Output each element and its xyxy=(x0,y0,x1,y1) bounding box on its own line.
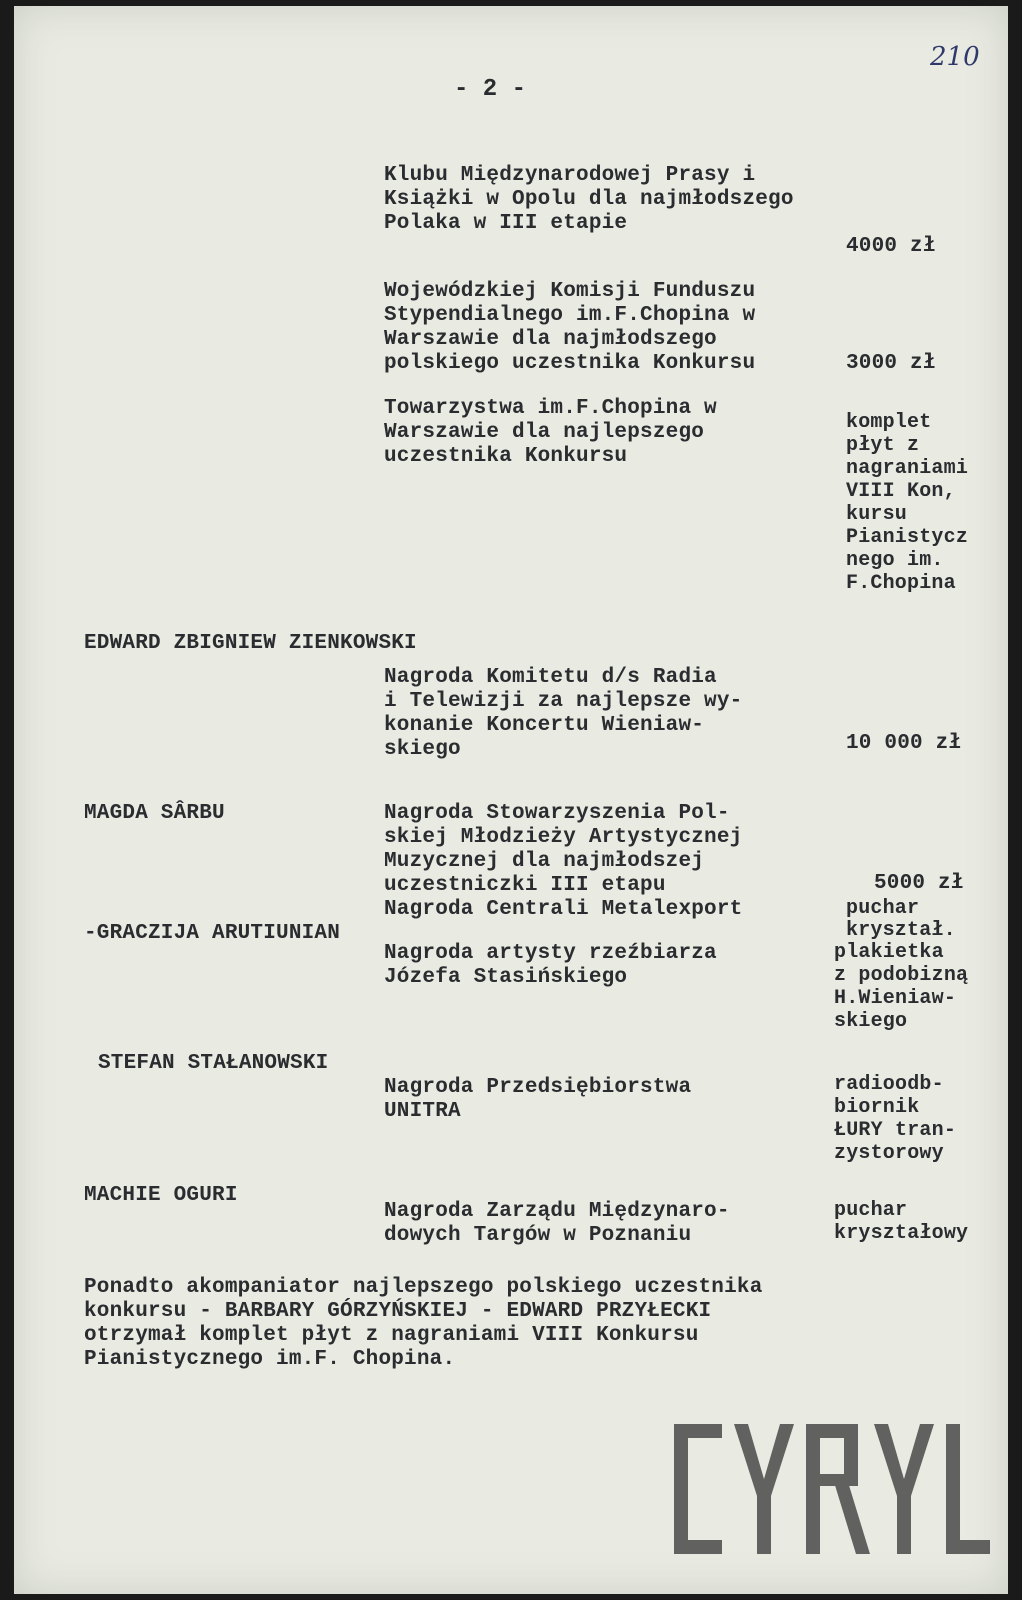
prize-7-desc-line-2: Józefa Stasińskiego xyxy=(384,966,628,989)
prize-5-desc-line-3: Muzycznej dla najmłodszej xyxy=(384,850,705,873)
prize-5-award: 5000 zł xyxy=(874,872,964,895)
laureate-name-oguri: MACHIE OGURI xyxy=(84,1184,238,1207)
handwritten-page-number: 210 xyxy=(930,42,980,72)
closing-line-2: konkursu - BARBARY GÓRZYŃSKIEJ - EDWARD PRZYŁECKI xyxy=(84,1300,712,1323)
prize-8-desc-line-1: Nagroda Przedsiębiorstwa xyxy=(384,1076,692,1099)
prize-4-desc-line-2: i Telewizji za najlepsze wy- xyxy=(384,690,743,713)
laureate-name-sarbu: MAGDA SÂRBU xyxy=(84,802,225,825)
prize-9-award-line-2: kryształowy xyxy=(834,1222,969,1245)
prize-8-award-line-2: biornik xyxy=(834,1096,920,1119)
prize-3-award-line-6: Pianistycz xyxy=(846,526,969,549)
prize-3-award-line-7: nego im. xyxy=(846,549,944,572)
prize-3-desc-line-1: Towarzystwa im.F.Chopina w xyxy=(384,397,717,420)
prize-9-desc-line-2: dowych Targów w Poznaniu xyxy=(384,1224,692,1247)
closing-line-1: Ponadto akompaniator najlepszego polskiego uczestnika xyxy=(84,1276,763,1299)
laureate-name-stalanowski: STEFAN STAŁANOWSKI xyxy=(98,1052,329,1075)
prize-7-award-line-1: plakietka xyxy=(834,941,944,964)
prize-3-award-line-2: płyt z xyxy=(846,434,920,457)
prize-4-desc-line-4: skiego xyxy=(384,738,461,761)
prize-6-award-line-2: kryształ. xyxy=(846,919,956,942)
prize-7-award-line-3: H.Wieniaw- xyxy=(834,987,957,1010)
prize-8-award-line-3: ŁURY tran- xyxy=(834,1119,957,1142)
closing-line-4: Pianistycznego im.F. Chopina. xyxy=(84,1348,456,1371)
prize-2-award: 3000 zł xyxy=(846,352,936,375)
prize-2-desc-line-3: Warszawie dla najmłodszego xyxy=(384,328,717,351)
prize-4-desc-line-3: konanie Koncertu Wieniaw- xyxy=(384,714,705,737)
prize-6-award-line-1: puchar xyxy=(846,897,920,920)
prize-7-award-line-2: z podobizną xyxy=(834,964,969,987)
prize-3-award-line-5: kursu xyxy=(846,503,908,526)
prize-5-desc-line-2: skiej Młodzieży Artystycznej xyxy=(384,826,743,849)
prize-2-desc-line-1: Wojewódzkiej Komisji Funduszu xyxy=(384,280,756,303)
prize-7-desc-line-1: Nagroda artysty rzeźbiarza xyxy=(384,942,717,965)
prize-2-desc-line-4: polskiego uczestnika Konkursu xyxy=(384,352,756,375)
prize-3-desc-line-3: uczestnika Konkursu xyxy=(384,445,628,468)
prize-2-desc-line-2: Stypendialnego im.F.Chopina w xyxy=(384,304,756,327)
prize-3-award-line-1: komplet xyxy=(846,411,932,434)
page-number: - 2 - xyxy=(454,76,527,103)
prize-1-desc-line-1: Klubu Międzynarodowej Prasy i xyxy=(384,164,756,187)
prize-3-award-line-3: nagraniami xyxy=(846,457,969,480)
laureate-name-zienkowski: EDWARD ZBIGNIEW ZIENKOWSKI xyxy=(84,632,417,655)
prize-1-desc-line-3: Polaka w III etapie xyxy=(384,212,628,235)
cyryl-watermark-logo xyxy=(674,1424,994,1574)
prize-9-desc-line-1: Nagroda Zarządu Międzynaro- xyxy=(384,1200,730,1223)
laureate-name-arutiunian: -GRACZIJA ARUTIUNIAN xyxy=(84,922,341,945)
prize-7-award-line-4: skiego xyxy=(834,1010,908,1033)
prize-4-award: 10 000 zł xyxy=(846,732,962,755)
prize-9-award-line-1: puchar xyxy=(834,1199,908,1222)
document-page xyxy=(14,6,1008,1594)
prize-3-award-line-4: VIII Kon, xyxy=(846,480,956,503)
closing-line-3: otrzymał komplet płyt z nagraniami VIII Konkursu xyxy=(84,1324,699,1347)
prize-5-desc-line-1: Nagroda Stowarzyszenia Pol- xyxy=(384,802,730,825)
prize-1-award: 4000 zł xyxy=(846,235,936,258)
prize-8-desc-line-2: UNITRA xyxy=(384,1100,461,1123)
prize-1-desc-line-2: Książki w Opolu dla najmłodszego xyxy=(384,188,794,211)
prize-8-award-line-4: zystorowy xyxy=(834,1142,944,1165)
prize-6-desc-line-1: Nagroda Centrali Metalexport xyxy=(384,898,743,921)
prize-3-desc-line-2: Warszawie dla najlepszego xyxy=(384,421,705,444)
prize-4-desc-line-1: Nagroda Komitetu d/s Radia xyxy=(384,666,717,689)
prize-5-desc-line-4: uczestniczki III etapu xyxy=(384,874,666,897)
prize-8-award-line-1: radioodb- xyxy=(834,1073,944,1096)
prize-3-award-line-8: F.Chopina xyxy=(846,572,956,595)
